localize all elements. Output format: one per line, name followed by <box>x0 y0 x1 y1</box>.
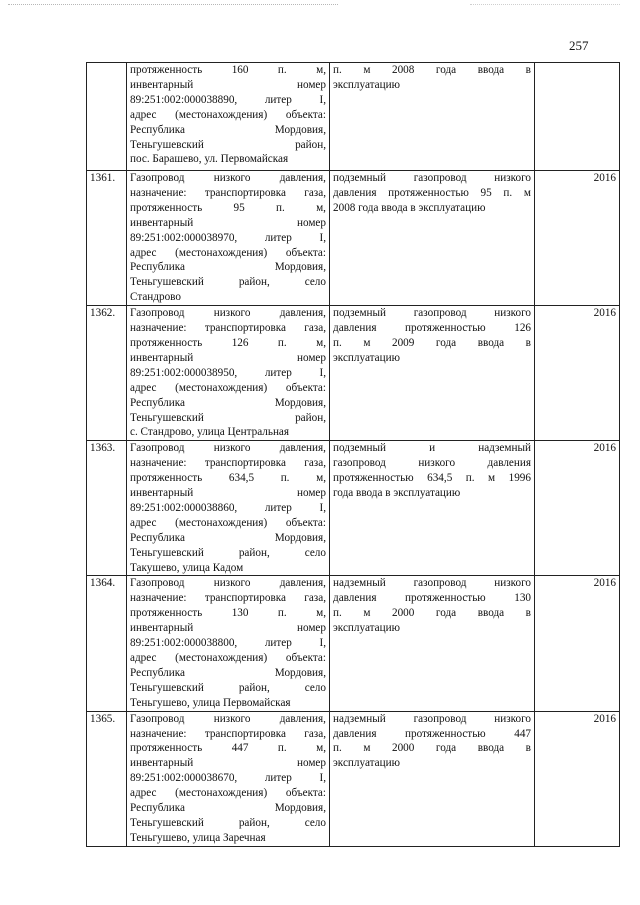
object-line <box>130 246 326 261</box>
row-number: 1362. <box>87 306 127 441</box>
object-word: протяженность <box>130 742 203 755</box>
object-word: литер <box>264 637 292 650</box>
year-value: 2016 <box>535 576 620 711</box>
object-word: литер <box>264 93 292 106</box>
object-word: Стандрово <box>130 291 181 304</box>
object-line <box>130 741 326 756</box>
characteristics-word: 2000 <box>391 607 415 620</box>
object-word: литер <box>264 772 292 785</box>
object-word: инвентарный <box>130 487 194 500</box>
object-word: район, <box>295 138 326 151</box>
object-word: 89:251:002:000038950, <box>130 366 238 379</box>
characteristics-word: надземный <box>478 442 531 455</box>
object-line <box>130 681 326 696</box>
row-number: 1361. <box>87 171 127 306</box>
technical-characteristics <box>330 63 535 171</box>
characteristics-word: п. <box>333 742 342 755</box>
table-row <box>87 63 620 171</box>
object-word: номер <box>296 622 326 635</box>
characteristics-line <box>333 63 531 78</box>
characteristics-line <box>333 306 531 321</box>
object-word: п. <box>277 607 287 620</box>
object-word: инвентарный <box>130 351 194 364</box>
characteristics-word: 2000 <box>391 742 415 755</box>
characteristics-word: газопровод <box>413 307 467 320</box>
object-word: село <box>304 816 326 829</box>
object-word: м, <box>316 472 326 485</box>
object-word: пос. Барашево, ул. Первомайская <box>130 153 289 166</box>
object-word: Мордовия, <box>274 396 326 409</box>
object-word: район, <box>238 681 270 694</box>
object-word: Газопровод <box>130 172 185 184</box>
table-row <box>87 171 620 306</box>
object-word: село <box>304 681 326 694</box>
characteristics-word: давления протяженностью 95 п. м <box>333 186 531 199</box>
object-description <box>127 711 330 846</box>
characteristics-word: м <box>363 742 371 755</box>
characteristics-word: давления <box>333 592 377 605</box>
object-word: 447 <box>231 742 249 755</box>
object-line <box>130 561 326 576</box>
characteristics-word: газопровод <box>413 172 467 184</box>
characteristics-word: 130 <box>514 592 531 605</box>
object-line <box>130 306 326 321</box>
characteristics-word: п. <box>333 64 342 76</box>
table-row <box>87 576 620 711</box>
object-word: протяженность <box>130 64 203 76</box>
object-word: район, <box>238 816 270 829</box>
object-word: район, <box>295 411 326 424</box>
object-word: п. <box>276 201 285 214</box>
characteristics-word: года ввода в эксплуатацию <box>333 487 461 500</box>
characteristics-word: протяженностью <box>405 592 486 605</box>
characteristics-line <box>333 321 531 336</box>
object-word: назначение: транспортировка газа, <box>130 322 326 335</box>
object-word: Республика <box>130 531 185 544</box>
object-line <box>130 93 326 108</box>
characteristics-word: протяженностью <box>405 727 486 740</box>
object-line <box>130 621 326 636</box>
characteristics-word: и <box>429 442 436 455</box>
object-line <box>130 275 326 290</box>
object-line <box>130 201 326 216</box>
object-line <box>130 260 326 275</box>
characteristics-word: эксплуатацию <box>333 622 400 635</box>
characteristics-line <box>333 441 531 456</box>
object-word: Мордовия, <box>274 261 326 274</box>
object-line <box>130 831 326 846</box>
object-description <box>127 441 330 576</box>
object-word: м, <box>316 336 326 349</box>
object-word: I, <box>319 366 326 379</box>
object-line <box>130 366 326 381</box>
row-number <box>87 63 127 171</box>
characteristics-word: давления <box>333 322 377 335</box>
characteristics-line <box>333 591 531 606</box>
object-word: Мордовия, <box>274 666 326 679</box>
characteristics-word: года <box>435 742 457 755</box>
object-word: Республика <box>130 261 185 274</box>
object-word: район, <box>238 546 270 559</box>
object-line <box>130 63 326 78</box>
object-word: Газопровод <box>130 712 185 725</box>
object-line <box>130 108 326 123</box>
object-line <box>130 771 326 786</box>
object-line <box>130 636 326 651</box>
object-line <box>130 456 326 471</box>
object-word: назначение: транспортировка газа, <box>130 186 326 199</box>
year-value: 2016 <box>535 441 620 576</box>
object-line <box>130 696 326 711</box>
characteristics-word: в <box>525 742 531 755</box>
characteristics-word: м <box>363 64 371 76</box>
row-number: 1364. <box>87 576 127 711</box>
object-word: номер <box>296 351 326 364</box>
object-description <box>127 306 330 441</box>
object-word: м, <box>316 607 326 620</box>
object-word: литер <box>264 231 292 244</box>
object-word: давления, <box>279 442 326 455</box>
object-word: низкого <box>213 577 251 590</box>
object-word: давления, <box>279 712 326 725</box>
characteristics-word: в <box>525 336 531 349</box>
object-word: Мордовия, <box>274 531 326 544</box>
object-line <box>130 801 326 816</box>
object-word: Теньгушевский <box>130 816 204 829</box>
characteristics-word: низкого <box>494 712 531 725</box>
object-line <box>130 712 326 727</box>
object-word: село <box>304 546 326 559</box>
characteristics-word: года <box>435 607 457 620</box>
object-line <box>130 576 326 591</box>
object-line <box>130 651 326 666</box>
object-word: Газопровод <box>130 307 185 320</box>
characteristics-word: в <box>525 64 531 76</box>
object-line <box>130 186 326 201</box>
object-line <box>130 171 326 186</box>
characteristics-word: 447 <box>514 727 531 740</box>
object-word: инвентарный <box>130 78 194 91</box>
object-word: I, <box>319 637 326 650</box>
scan-artifact-top-left <box>8 4 338 11</box>
object-word: протяженность <box>130 336 203 349</box>
row-number: 1363. <box>87 441 127 576</box>
characteristics-line <box>333 186 531 201</box>
object-line <box>130 152 326 167</box>
registry-table-body <box>87 63 620 847</box>
object-word: номер <box>296 216 326 229</box>
characteristics-word: подземный <box>333 172 387 184</box>
object-word: 89:251:002:000038890, <box>130 93 238 106</box>
object-word: 89:251:002:000038670, <box>130 772 238 785</box>
table-row <box>87 306 620 441</box>
object-line <box>130 471 326 486</box>
characteristics-word: давления <box>333 727 377 740</box>
object-word: п. <box>277 336 287 349</box>
object-line <box>130 216 326 231</box>
object-word: Мордовия, <box>274 123 326 136</box>
object-word: давления, <box>279 577 326 590</box>
characteristics-word: газопровод <box>413 577 467 590</box>
object-word: Теньгушевский <box>130 681 204 694</box>
object-word: I, <box>319 231 326 244</box>
characteristics-word: ввода <box>477 607 505 620</box>
object-word: м, <box>316 742 326 755</box>
object-word: литер <box>264 366 292 379</box>
object-line <box>130 606 326 621</box>
object-line <box>130 321 326 336</box>
object-word: м, <box>316 64 326 76</box>
object-word: Мордовия, <box>274 802 326 815</box>
object-word: п. <box>277 64 287 76</box>
characteristics-line <box>333 456 531 471</box>
characteristics-word: низкого <box>494 172 531 184</box>
characteristics-word: протяженностью 634,5 п. м 1996 <box>333 472 531 485</box>
year-value: 2016 <box>535 171 620 306</box>
object-word: протяженность <box>130 607 203 620</box>
object-word: адрес (местонахождения) объекта: <box>130 652 326 664</box>
object-word: Такушево, улица Кадом <box>130 561 244 574</box>
object-word: 89:251:002:000038800, <box>130 637 238 650</box>
object-word: давления, <box>279 307 326 320</box>
characteristics-word: подземный <box>333 442 387 455</box>
object-word: назначение: транспортировка газа, <box>130 727 326 740</box>
object-word: п. <box>280 472 290 485</box>
characteristics-word: эксплуатацию <box>333 351 400 364</box>
object-word: адрес (местонахождения) объекта: <box>130 381 326 394</box>
characteristics-word: ввода <box>477 336 505 349</box>
scan-artifact-top-right <box>470 4 620 11</box>
object-word: 126 <box>231 336 249 349</box>
object-line <box>130 381 326 396</box>
object-word: 634,5 <box>228 472 255 485</box>
object-line <box>130 396 326 411</box>
characteristics-word: эксплуатацию <box>333 757 400 770</box>
characteristics-word: в <box>525 607 531 620</box>
object-word: I, <box>319 772 326 785</box>
object-line <box>130 123 326 138</box>
characteristics-line <box>333 727 531 742</box>
characteristics-line <box>333 471 531 486</box>
year-value: 2016 <box>535 306 620 441</box>
object-word: Газопровод <box>130 577 185 590</box>
characteristics-word: 126 <box>514 322 531 335</box>
object-word: п. <box>277 742 287 755</box>
characteristics-word: эксплуатацию <box>333 78 400 91</box>
object-word: 89:251:002:000038970, <box>130 231 238 244</box>
object-word: I, <box>319 501 326 514</box>
characteristics-line <box>333 712 531 727</box>
object-description <box>127 63 330 171</box>
characteristics-word: низкого <box>418 457 456 470</box>
object-word: 95 <box>233 201 245 214</box>
characteristics-word: протяженностью <box>405 322 486 335</box>
object-line <box>130 425 326 440</box>
technical-characteristics <box>330 441 535 576</box>
characteristics-line <box>333 78 531 93</box>
table-row <box>87 441 620 576</box>
object-word: назначение: транспортировка газа, <box>130 457 326 470</box>
characteristics-word: ввода <box>477 742 505 755</box>
object-line <box>130 231 326 246</box>
object-description <box>127 171 330 306</box>
registry-table <box>86 62 620 847</box>
object-line <box>130 756 326 771</box>
object-word: протяженность <box>130 201 203 214</box>
object-word: адрес (местонахождения) объекта: <box>130 108 326 121</box>
row-number: 1365. <box>87 711 127 846</box>
object-word: инвентарный <box>130 622 194 635</box>
object-line <box>130 546 326 561</box>
object-word: Теньгушевский <box>130 411 204 424</box>
object-word: район, <box>238 276 270 289</box>
object-word: низкого <box>213 712 251 725</box>
characteristics-line <box>333 576 531 591</box>
object-description <box>127 576 330 711</box>
object-line <box>130 666 326 681</box>
characteristics-line <box>333 606 531 621</box>
characteristics-word: 2008 года ввода в эксплуатацию <box>333 201 486 214</box>
object-word: низкого <box>213 307 251 320</box>
object-line <box>130 501 326 516</box>
characteristics-word: года <box>435 336 457 349</box>
object-word: Республика <box>130 396 185 409</box>
characteristics-word: 2008 <box>391 64 415 76</box>
object-word: давления, <box>279 172 326 184</box>
characteristics-word: надземный <box>333 712 386 725</box>
object-word: адрес (местонахождения) объекта: <box>130 787 326 800</box>
object-line <box>130 531 326 546</box>
object-line <box>130 816 326 831</box>
object-line <box>130 786 326 801</box>
object-word: 130 <box>231 607 249 620</box>
table-row <box>87 711 620 846</box>
object-line <box>130 411 326 426</box>
object-line <box>130 591 326 606</box>
object-word: Республика <box>130 123 185 136</box>
technical-characteristics <box>330 576 535 711</box>
object-word: протяженность <box>130 472 203 485</box>
object-word: Теньгушевский <box>130 546 204 559</box>
object-word: село <box>304 276 326 289</box>
object-word: I, <box>319 93 326 106</box>
characteristics-word: надземный <box>333 577 386 590</box>
characteristics-word: года <box>435 64 457 76</box>
characteristics-word: низкого <box>494 307 531 320</box>
object-line <box>130 441 326 456</box>
characteristics-word: газопровод <box>333 457 386 470</box>
characteristics-line <box>333 756 531 771</box>
characteristics-word: подземный <box>333 307 387 320</box>
characteristics-word: м <box>363 607 371 620</box>
object-word: Республика <box>130 666 185 679</box>
object-line <box>130 727 326 742</box>
object-word: низкого <box>213 442 251 455</box>
characteristics-word: п. <box>333 336 342 349</box>
object-line <box>130 351 326 366</box>
object-line <box>130 516 326 531</box>
object-word: Теньгушево, улица Заречная <box>130 831 266 844</box>
object-line <box>130 486 326 501</box>
object-line <box>130 138 326 153</box>
object-word: низкого <box>213 172 251 184</box>
object-word: литер <box>264 501 292 514</box>
characteristics-word: м <box>363 336 371 349</box>
object-word: назначение: транспортировка газа, <box>130 592 326 605</box>
object-word: номер <box>296 487 326 500</box>
object-word: номер <box>296 757 326 770</box>
object-word: м, <box>316 201 326 214</box>
characteristics-word: низкого <box>494 577 531 590</box>
object-word: Теньгушево, улица Первомайская <box>130 696 291 709</box>
characteristics-word: газопровод <box>413 712 467 725</box>
characteristics-word: давления <box>487 457 531 470</box>
technical-characteristics <box>330 171 535 306</box>
characteristics-word: 2009 <box>391 336 415 349</box>
object-line <box>130 336 326 351</box>
characteristics-line <box>333 486 531 501</box>
object-word: Республика <box>130 802 185 815</box>
object-word: адрес (местонахождения) объекта: <box>130 246 326 259</box>
characteristics-word: ввода <box>477 64 505 76</box>
characteristics-line <box>333 171 531 186</box>
object-word: инвентарный <box>130 216 194 229</box>
characteristics-line <box>333 336 531 351</box>
object-word: с. Стандрово, улица Центральная <box>130 426 290 439</box>
object-word: инвентарный <box>130 757 194 770</box>
object-word: 89:251:002:000038860, <box>130 501 238 514</box>
characteristics-line <box>333 351 531 366</box>
object-word: Теньгушевский <box>130 276 204 289</box>
object-word: номер <box>296 78 326 91</box>
object-word: Теньгушевский <box>130 138 204 151</box>
year-value <box>535 63 620 171</box>
object-line <box>130 290 326 305</box>
characteristics-line <box>333 741 531 756</box>
object-word: Газопровод <box>130 442 185 455</box>
characteristics-line <box>333 201 531 216</box>
characteristics-word: п. <box>333 607 342 620</box>
technical-characteristics <box>330 711 535 846</box>
technical-characteristics <box>330 306 535 441</box>
year-value: 2016 <box>535 711 620 846</box>
page-number: 257 <box>569 38 589 53</box>
object-word: 160 <box>231 64 249 76</box>
characteristics-line <box>333 621 531 636</box>
object-word: адрес (местонахождения) объекта: <box>130 516 326 529</box>
object-line <box>130 78 326 93</box>
